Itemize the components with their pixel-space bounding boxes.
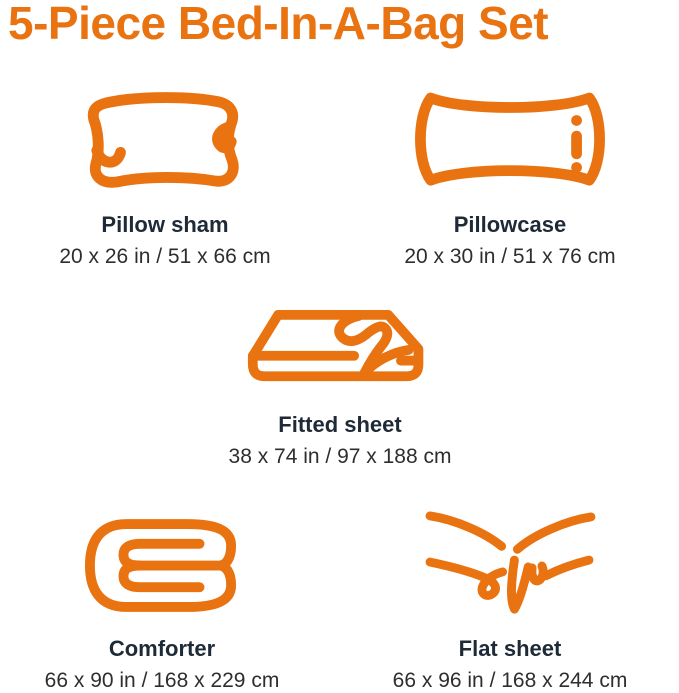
- item-name: Fitted sheet: [278, 412, 402, 437]
- item-name: Pillow sham: [101, 212, 229, 237]
- item-name: Flat sheet: [458, 636, 562, 661]
- item-dimensions: 66 x 96 in / 168 x 244 cm: [392, 669, 628, 692]
- item-pillow-sham: [35, 86, 295, 269]
- item-name: Pillowcase: [453, 212, 567, 237]
- flat-sheet-icon: [424, 511, 596, 619]
- item-pillowcase: [385, 86, 635, 269]
- comforter-icon-box: [37, 510, 287, 620]
- item-dimensions: 20 x 30 in / 51 x 76 cm: [404, 245, 616, 268]
- flat-sheet-icon-box: [385, 510, 635, 620]
- fitted-sheet-icon: [245, 300, 435, 393]
- item-dimensions: 38 x 74 in / 97 x 188 cm: [228, 445, 452, 468]
- item-fitted-sheet: [215, 298, 465, 469]
- pillowcase-icon: [417, 89, 603, 197]
- fitted-sheet-icon-box: [215, 298, 465, 394]
- item-dimensions: 20 x 26 in / 51 x 66 cm: [59, 245, 271, 268]
- pillow-sham-icon: [81, 89, 249, 198]
- item-comforter: [37, 510, 287, 693]
- pillow-sham-icon-box: [35, 86, 295, 200]
- pillowcase-icon-box: [385, 86, 635, 200]
- item-name: Comforter: [108, 636, 216, 661]
- page-title: 5-Piece Bed-In-A-Bag Set: [8, 0, 549, 49]
- item-dimensions: 66 x 90 in / 168 x 229 cm: [44, 669, 280, 692]
- comforter-icon: [83, 516, 241, 615]
- item-flat-sheet: [385, 510, 635, 693]
